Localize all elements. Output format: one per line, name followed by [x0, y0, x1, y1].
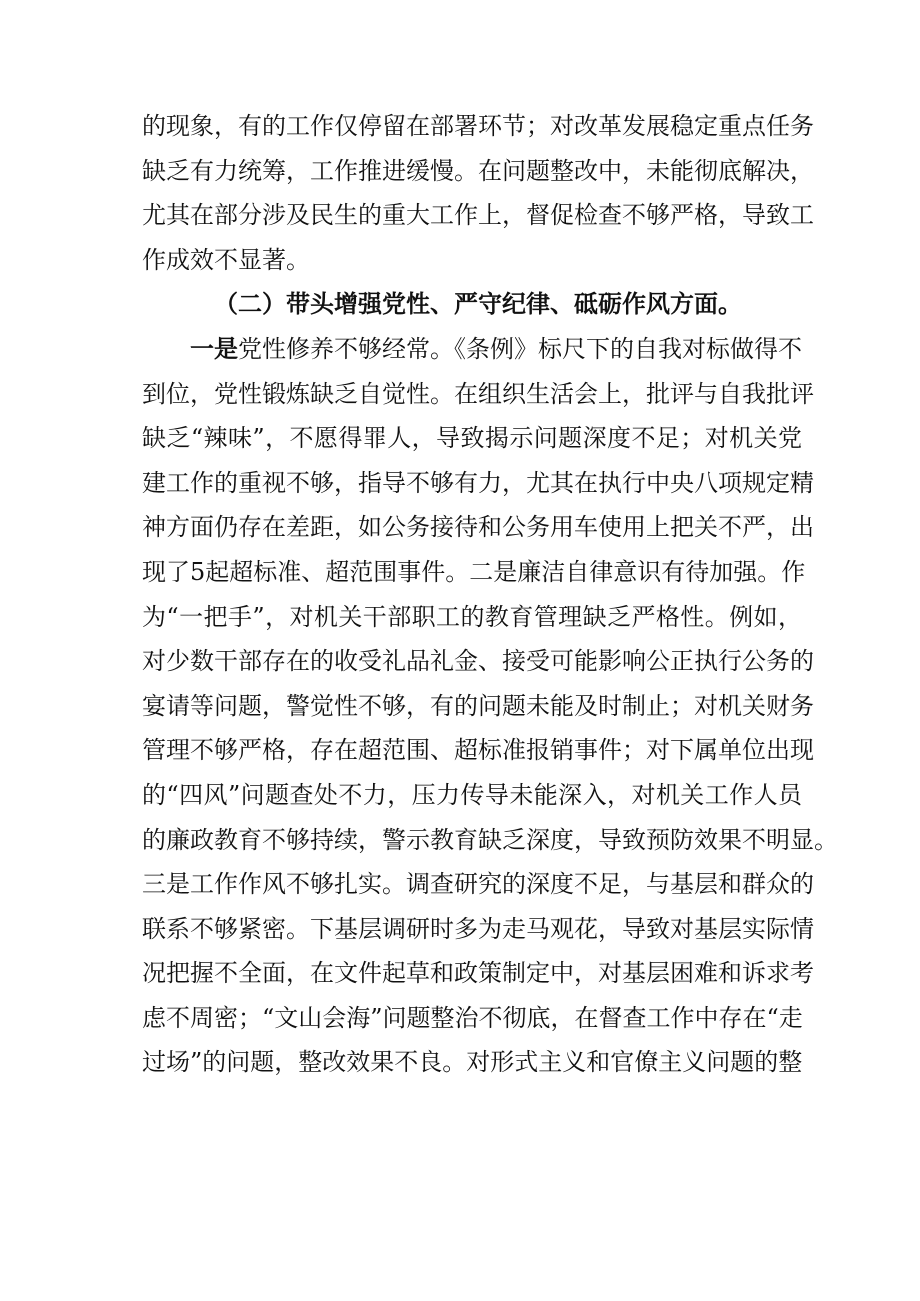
text-line: 作成效不显著。 [142, 245, 310, 274]
text-line: 缺乏“辣味”，不愿得罪人，导致揭示问题深度不足；对机关党 [142, 424, 802, 453]
text-line: 建工作的重视不够，指导不够有力，尤其在执行中央八项规定精 [142, 468, 814, 497]
text-line: 管理不够严格，存在超范围、超标准报销事件；对下属单位出现 [142, 736, 814, 765]
text-line: 到位，党性锻炼缺乏自觉性。在组织生活会上，批评与自我批评 [142, 379, 814, 408]
text-line: 为“一把手”，对机关干部职工的教育管理缺乏严格性。例如， [142, 602, 802, 631]
body-text [142, 104, 838, 1085]
section-heading: （二）带头增强党性、严守纪律、砥砺作风方面。 [214, 290, 742, 319]
lead-bold-label: 一是 [190, 334, 238, 363]
text-line: 虑不周密；“文山会海”问题整治不彻底，在督查工作中存在“走 [142, 1003, 803, 1032]
text-line: 宴请等问题，警觉性不够，有的问题未能及时制止；对机关财务 [142, 691, 814, 720]
text-line: 况把握不全面，在文件起草和政策制定中，对基层困难和诉求考 [142, 959, 814, 988]
text-line-rest: 党性修养不够经常。《条例》标尺下的自我对标做得不 [238, 334, 802, 363]
text-line [142, 327, 802, 372]
text-line: 过场”的问题，整改效果不良。对形式主义和官僚主义问题的整 [142, 1048, 803, 1077]
text-line: 对少数干部存在的收受礼品礼金、接受可能影响公正执行公务的 [142, 647, 814, 676]
text-line: 尤其在部分涉及民生的重大工作上，督促检查不够严格，导致工 [142, 201, 814, 230]
text-line: 的“四风”问题查处不力，压力传导未能深入，对机关工作人员 [142, 780, 802, 809]
text-line: 现了5起超标准、超范围事件。二是廉洁自律意识有待加强。作 [142, 557, 806, 586]
text-line: 缺乏有力统筹，工作推进缓慢。在问题整改中，未能彻底解决， [142, 156, 814, 185]
text-line: 神方面仍存在差距，如公务接待和公务用车使用上把关不严，出 [142, 513, 814, 542]
text-line: 的现象，有的工作仅停留在部署环节；对改革发展稳定重点任务 [142, 112, 814, 140]
text-line: 联系不够紧密。下基层调研时多为走马观花，导致对基层实际情 [142, 914, 814, 943]
text-line: 三是工作作风不够扎实。调查研究的深度不足，与基层和群众的 [142, 870, 814, 899]
text-line: 的廉政教育不够持续，警示教育缺乏深度，导致预防效果不明显。 [142, 825, 838, 854]
